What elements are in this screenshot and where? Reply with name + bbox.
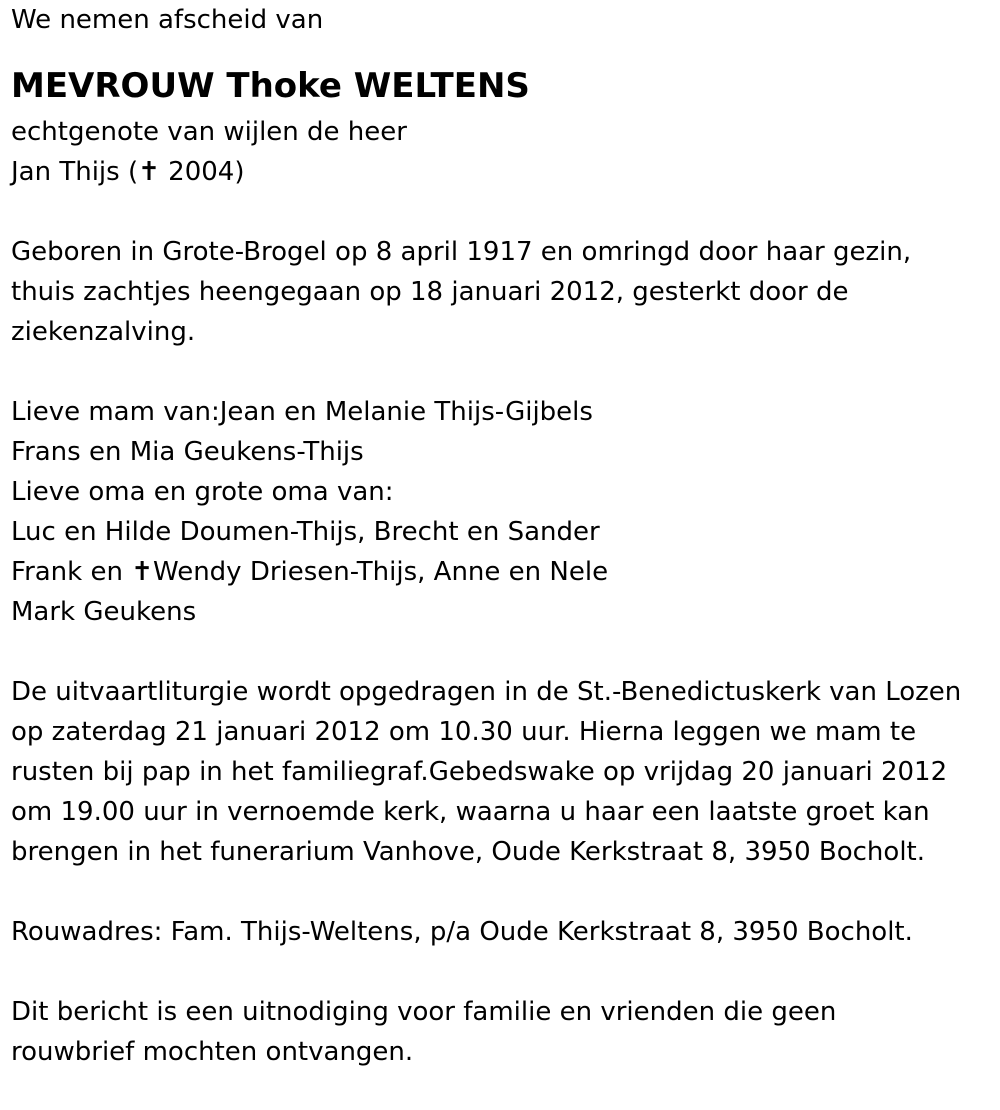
paragraph-line: Dit bericht is een uitnodiging voor familie en vrienden die geen <box>11 997 837 1027</box>
intro-text: We nemen afscheid van <box>11 5 324 35</box>
family-line: Frank en ✝Wendy Driesen-Thijs, Anne en Nele <box>11 557 609 587</box>
deceased-name: MEVROUW Thoke WELTENS <box>11 66 530 106</box>
spacer <box>11 352 996 392</box>
family-line: Luc en Hilde Doumen-Thijs, Brecht en Sander <box>11 517 600 547</box>
family-line: Lieve mam van:Jean en Melanie Thijs-Gijbels <box>11 397 593 427</box>
spouse-block <box>11 112 996 192</box>
spacer <box>11 632 996 672</box>
paragraph-line: om 19.00 uur in vernoemde kerk, waarna u haar een laatste groet kan <box>11 797 930 827</box>
family-line: Frans en Mia Geukens-Thijs <box>11 437 364 467</box>
paragraph-line: thuis zachtjes heengegaan op 18 januari 2012, gesterkt door de <box>11 277 849 307</box>
paragraph-line: op zaterdag 21 januari 2012 om 10.30 uur. Hierna leggen we mam te <box>11 717 917 747</box>
spouse-line: echtgenote van wijlen de heer <box>11 117 407 147</box>
paragraph-line: rusten bij pap in het familiegraf.Gebedswake op vrijdag 20 januari 2012 <box>11 757 948 787</box>
funeral-paragraph <box>11 672 996 872</box>
spacer <box>11 952 996 992</box>
family-line: Mark Geukens <box>11 597 197 627</box>
birth-death-paragraph <box>11 232 996 352</box>
family-line: Lieve oma en grote oma van: <box>11 477 394 507</box>
family-list <box>11 392 996 632</box>
paragraph-line: rouwbrief mochten ontvangen. <box>11 1037 414 1067</box>
obituary-notice <box>11 0 996 1072</box>
spacer <box>11 872 996 912</box>
paragraph-line: Geboren in Grote-Brogel op 8 april 1917 en omringd door haar gezin, <box>11 237 912 267</box>
paragraph-line: ziekenzalving. <box>11 317 196 347</box>
spouse-name-line: Jan Thijs (✝ 2004) <box>11 157 245 187</box>
paragraph-line: De uitvaartliturgie wordt opgedragen in de St.-Benedictuskerk van Lozen <box>11 677 962 707</box>
spacer <box>11 192 996 232</box>
invitation-paragraph <box>11 992 996 1072</box>
mourning-address: Rouwadres: Fam. Thijs-Weltens, p/a Oude Kerkstraat 8, 3950 Bocholt. <box>11 917 913 947</box>
paragraph-line: brengen in het funerarium Vanhove, Oude Kerkstraat 8, 3950 Bocholt. <box>11 837 925 867</box>
